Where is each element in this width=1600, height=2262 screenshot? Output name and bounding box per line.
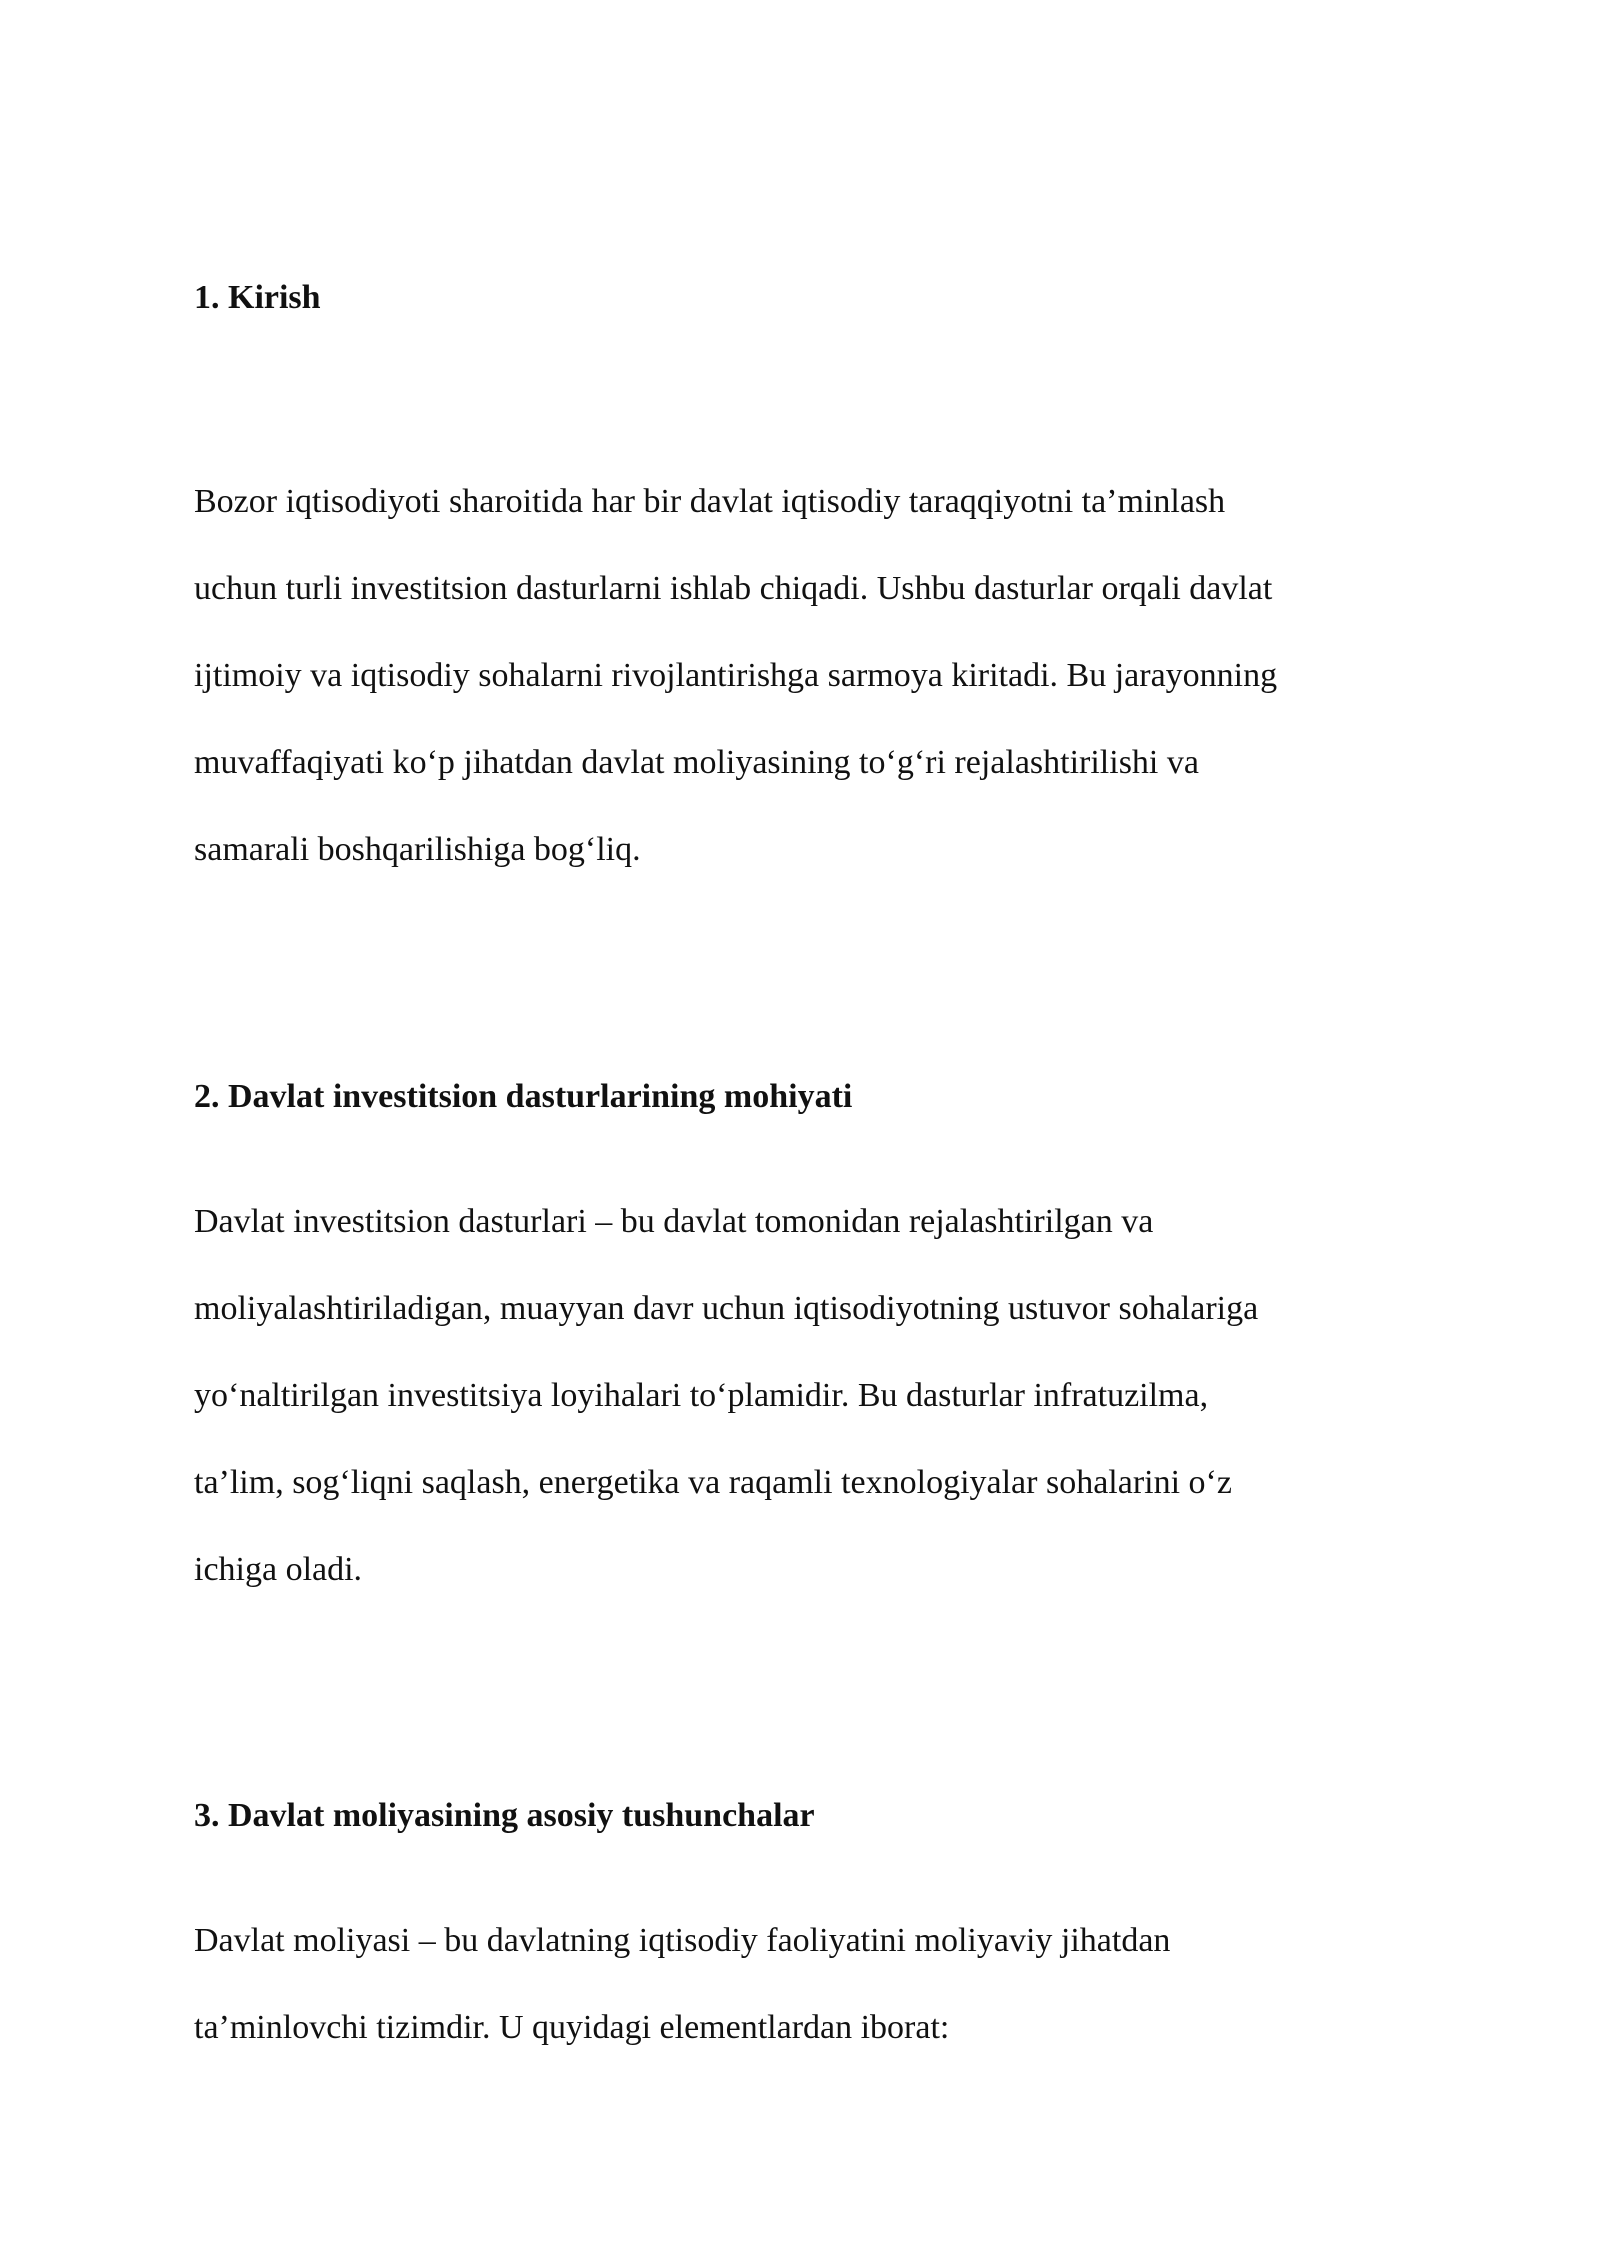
paragraph-line: Davlat investitsion dasturlari – bu davlat tomonidan rejalashtirilgan va xyxy=(194,1203,1154,1240)
section-heading-kirish: 1. Kirish xyxy=(194,279,321,316)
paragraph-line: Davlat moliyasi – bu davlatning iqtisodiy faoliyatini moliyaviy jihatdan xyxy=(194,1922,1171,1959)
paragraph-line: ta’lim, sog‘liqni saqlash, energetika va raqamli texnologiyalar sohalarini o‘z xyxy=(194,1464,1232,1501)
section-paragraph-davlat-moliyasi xyxy=(194,1921,1170,2095)
paragraph-line: uchun turli investitsion dasturlarni ishlab chiqadi. Ushbu dasturlar orqali davlat xyxy=(194,570,1273,607)
paragraph-line: moliyalashtiriladigan, muayyan davr uchun iqtisodiyotning ustuvor sohalariga xyxy=(194,1290,1259,1327)
paragraph-line: ta’minlovchi tizimdir. U quyidagi elementlardan iborat: xyxy=(194,2009,950,2046)
paragraph-line: samarali boshqarilishiga bog‘liq. xyxy=(194,831,641,868)
paragraph-line: yo‘naltirilgan investitsiya loyihalari to‘plamidir. Bu dasturlar infratuzilma, xyxy=(194,1377,1209,1414)
section-heading-davlat-moliyasi: 3. Davlat moliyasining asosiy tushunchalar xyxy=(194,1797,815,1834)
section-paragraph-investitsion-dasturlar xyxy=(194,1202,1258,1637)
section-heading-investitsion-dasturlar: 2. Davlat investitsion dasturlarining mohiyati xyxy=(194,1078,853,1115)
paragraph-line: muvaffaqiyati ko‘p jihatdan davlat moliyasining to‘g‘ri rejalashtirilishi va xyxy=(194,744,1199,781)
section-paragraph-kirish xyxy=(194,482,1277,917)
paragraph-line: Bozor iqtisodiyoti sharoitida har bir davlat iqtisodiy taraqqiyotni ta’minlash xyxy=(194,483,1226,520)
paragraph-line: ichiga oladi. xyxy=(194,1551,363,1588)
paragraph-line: ijtimoiy va iqtisodiy sohalarni rivojlantirishga sarmoya kiritadi. Bu jarayonning xyxy=(194,657,1278,694)
